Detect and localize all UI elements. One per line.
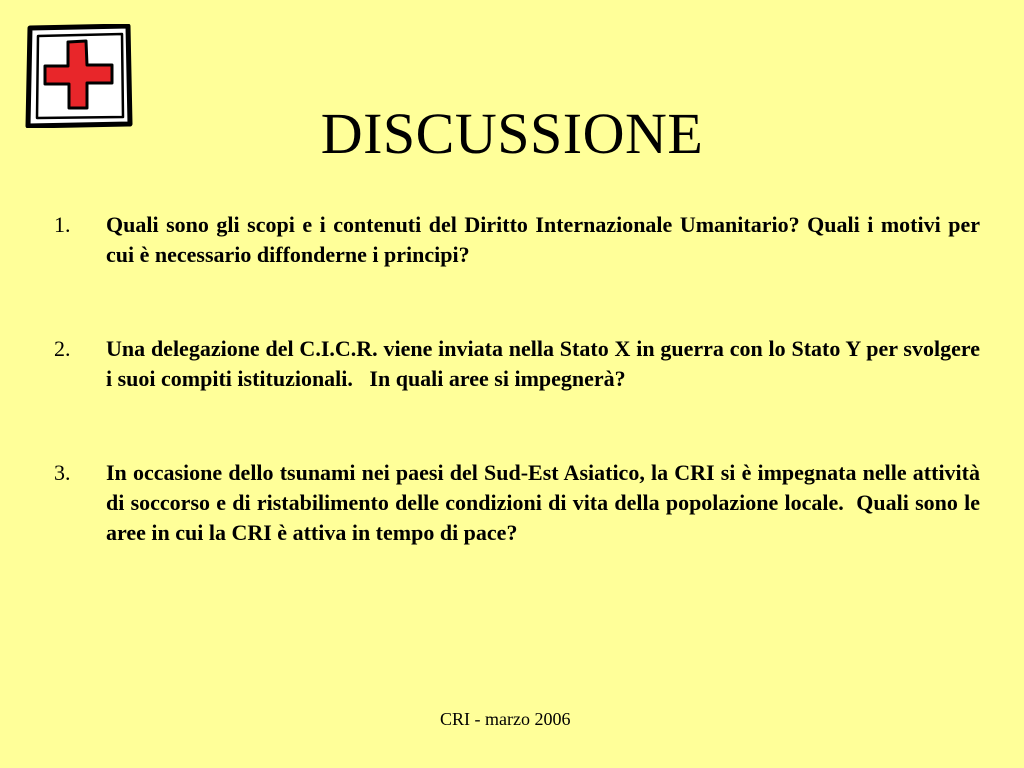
item-number: 1. [54, 212, 71, 237]
item-number: 2. [54, 336, 71, 361]
question-list [52, 210, 986, 548]
item-text: In occasione dello tsunami nei paesi del Sud-Est Asiatico, la CRI si è impegnata nelle attività di soccorso e di ristabilimento delle condizioni di vita della popolazione locale. Quali sono le aree in cui la CRI è attiva in tempo di pace? [106, 460, 986, 545]
item-text: Quali sono gli scopi e i contenuti del Diritto Internazionale Umanitario? Quali i motivi per cui è necessario diffonderne i principi? [106, 212, 986, 267]
list-item [52, 210, 986, 270]
item-text: Una delegazione del C.I.C.R. viene inviata nella Stato X in guerra con lo Stato Y per svolgere i suoi compiti istituzionali. In quali aree si impegnerà? [106, 336, 986, 391]
slide-title: DISCUSSIONE [320, 101, 704, 166]
item-number: 3. [54, 460, 71, 485]
list-item [52, 458, 986, 548]
footer-text: CRI - marzo 2006 [440, 709, 571, 729]
list-item [52, 334, 986, 394]
